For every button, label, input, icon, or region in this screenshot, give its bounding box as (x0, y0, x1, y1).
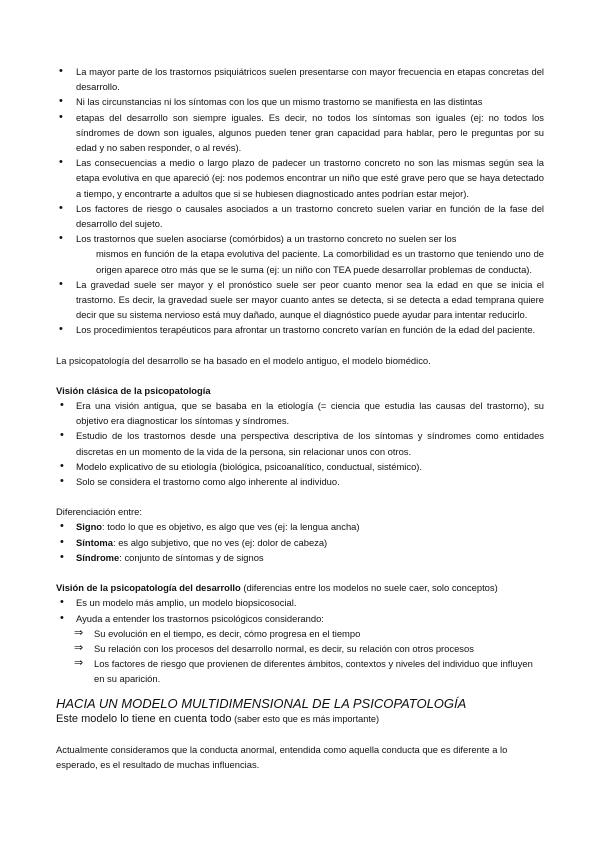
development-arrow-list (56, 626, 544, 687)
list-item-comorbidity (56, 231, 544, 277)
list-item: • La gravedad suele ser mayor y el pronóstico suele ser peor cuanto menor sea la edad en que se inicia el trastorno. Es decir, la gravedad suele ser mayor cuanto antes se detecta, si se detecta a edad temprana quiere decir que su sistema nervioso está muy dañado, aunque el diagnóstico puede ayudar para intentar reducirlo. (56, 277, 544, 323)
arrow-item: ⇒ Su evolución en el tiempo, es decir, cómo progresa en el tiempo (74, 626, 544, 641)
definition-sintoma: : es algo subjetivo, que no ves (ej: dolor de cabeza) (112, 536, 328, 548)
differentiation-heading: Diferenciación entre: (56, 506, 142, 518)
definition-signo: : todo lo que es objetivo, es algo que ves (ej: la lengua ancha) (102, 521, 360, 533)
classic-view-heading: Visión clásica de la psicopatología (56, 384, 211, 396)
list-item: • etapas del desarrollo son siempre iguales. Es decir, no todos los síntomas son iguales (ej: no todos los síndromes de down son iguales, algunos pueden tener gran capacidad para hablar, pero le preguntas por su edad y no saben responder, o al revés). (56, 110, 544, 156)
term-signo: Signo (76, 521, 103, 533)
section-title: HACIA UN MODELO MULTIDIMENSIONAL DE LA PSICOPATOLOGÍA (56, 695, 467, 711)
comorbidity-first-line: Los trastornos que suelen asociarse (comórbidos) a un trastorno concreto no suelen ser los (76, 233, 457, 245)
term-sintoma: Síntoma (76, 536, 113, 548)
term-sindrome: Síndrome (76, 551, 120, 563)
development-view-heading-line (56, 580, 544, 595)
list-item-signo (56, 519, 544, 534)
section-subtitle-note: (saber esto que es más importante) (231, 713, 380, 724)
development-view-heading: Visión de la psicopatología del desarrollo (56, 582, 241, 594)
development-view-list (56, 595, 544, 625)
list-item: • Los factores de riesgo o causales asociados a un trastorno concreto suelen variar en función de la fase del desarrollo del sujeto. (56, 201, 544, 231)
list-item: • Estudio de los trastornos desde una perspectiva descriptiva de los síntomas y síndromes como entidades discretas en un momento de la vida de la persona, sin relacionar unos con otros. (56, 428, 544, 458)
list-item: • Era una visión antigua, que se basaba en la etiología (= ciencia que estudia las causas del trastorno), su objetivo era diagnosticar los síntomas y síndromes. (56, 398, 544, 428)
list-item: • Ni las circunstancias ni los síntomas con los que un mismo trastorno se manifiesta en las distintas (56, 94, 544, 109)
list-item: • Solo se considera el trastorno como algo inherente al individuo. (56, 474, 544, 489)
differentiation-list (56, 519, 544, 565)
list-item: • La mayor parte de los trastornos psiquiátricos suelen presentarse con mayor frecuencia en etapas concretas del desarrollo. (56, 64, 544, 94)
section-subtitle-line (56, 712, 544, 727)
definition-sindrome: : conjunto de síntomas y de signos (119, 551, 264, 563)
arrow-item: ⇒ Los factores de riesgo que provienen de diferentes ámbitos, contextos y niveles del individuo que influyen en su aparición. (74, 656, 544, 686)
list-item: • Los procedimientos terapéuticos para afrontar un trastorno concreto varían en función de la edad del paciente. (56, 322, 544, 337)
list-item: • Es un modelo más amplio, un modelo biopsicosocial. (56, 595, 544, 610)
list-item: • Ayuda a entender los trastornos psicológicos considerando: (56, 611, 544, 626)
arrow-item: ⇒ Su relación con los procesos del desarrollo normal, es decir, su relación con otros procesos (74, 641, 544, 656)
section-subtitle: Este modelo lo tiene en cuenta todo (56, 712, 232, 725)
list-item-sindrome (56, 550, 544, 565)
comorbidity-indented-text: mismos en función de la etapa evolutiva del paciente. La comorbilidad es un trastorno que teniendo uno de origen aparece otro más que se le suma (ej: un niño con TEA puede desarrollar problemas de conducta). (96, 248, 544, 275)
multidimensional-paragraph: Actualmente consideramos que la conducta anormal, entendida como aquella conducta que es diferente a lo esperado, es el resultado de muchas influencias. (56, 743, 508, 770)
list-item: • Las consecuencias a medio o largo plazo de padecer un trastorno concreto no son las mismas según sea la etapa evolutiva en que apareció (ej: nos podemos encontrar un niño que esté grave pero que se haya detectado a tiempo, y encontrarte a adultos que si se hubiesen diagnosticado antes podrían estar mejor). (56, 155, 544, 201)
list-item-sintoma (56, 535, 544, 550)
classic-view-list (56, 398, 544, 489)
development-view-note: (diferencias entre los modelos no suele caer, solo conceptos) (240, 582, 498, 594)
intro-bullet-list (56, 64, 544, 338)
page-content (56, 64, 544, 772)
biomedical-model-paragraph: La psicopatología del desarrollo se ha basado en el modelo antiguo, el modelo biomédico. (56, 354, 431, 366)
list-item: • Modelo explicativo de su etiología (biológica, psicoanalítico, conductual, sistémico). (56, 459, 544, 474)
